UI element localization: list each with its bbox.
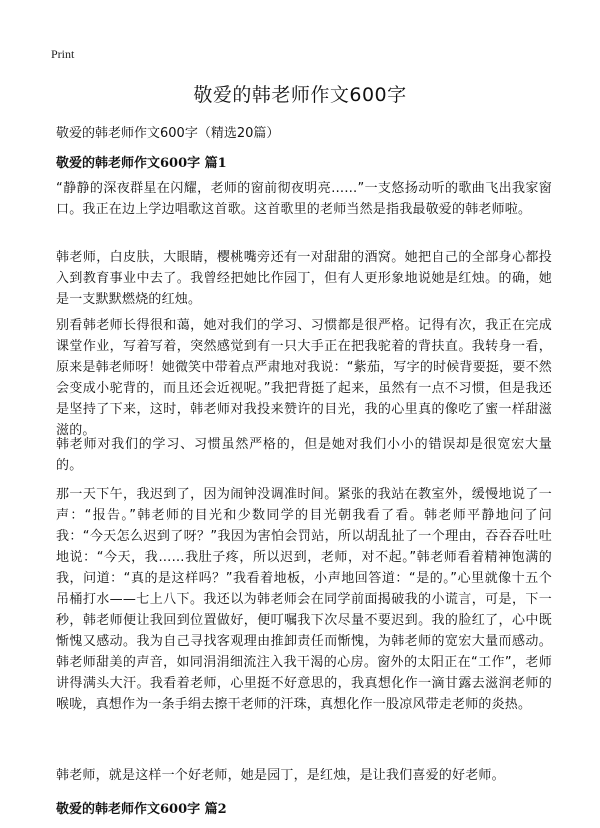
page-title: 敬爱的韩老师作文600字 — [193, 84, 407, 106]
paragraph-3: 别看韩老师长得很和蔼，她对我们的学习、习惯都是很严格。记得有次，我正在完成课堂作业，写着写着，突然感觉到有一只大手正在把我驼着的背扶直。我转身一看，原来是韩老师呀！她微笑中带着点严肃地对我说：“紫茄，写字的时候背要挺，要不然会变成小驼背的，而且还会近视呢。”我把背挺了起来，虽然有一点不习惯，但是我还是坚持了下来，这时，韩老师对我投来赞许的目光，我的心里真的像吃了蜜一样甜滋滋的。 — [56, 318, 552, 438]
paragraph-1: “静静的深夜群星在闪耀，老师的窗前彻夜明亮……”一支悠扬动听的歌曲飞出我家窗口。我正在边上学边唱歌这首歌。这首歌里的老师当然是指我最敬爱的韩老师啦。 — [56, 181, 552, 217]
paragraph-5: 那一天下午，我迟到了，因为闹钟没调准时间。紧张的我站在教室外，缓慢地说了一声：“报告。”韩老师的目光和少数同学的目光朝我看了看。韩老师平静地问了问我：“今天怎么迟到了呀？”我因为害怕会罚站，所以胡乱扯了一个理由，吞吞吞吐吐地说：“今天，我……我肚子疼，所以迟到，老师，对不起。”韩老师看着精神饱满的我，问道：“真的是这样吗？”我看着地板，小声地回答道：“是的。”心里就像十五个吊桶打水——七上八下。我还以为韩老师会在同学前面揭破我的小谎言，可是，下一秒，韩老师便让我回到位置做好，便叮嘱我下次尽量不要迟到。我的脸红了，心中既惭愧又感动。我为自己寻找客观理由推卸责任而惭愧，为韩老师的宽宏大量而感动。韩老师甜美的声音，如同涓涓细流注入我干渴的心房。窗外的太阳正在“工作”，老师讲得满头大汗。我看着老师，心里挺不好意思的，我真想化作一滴甘露去滋润老师的喉咙，真想作为一条手绢去擦干老师的汗珠，真想化作一股凉风带走老师的炎热。 — [56, 487, 552, 712]
paragraph-4: 韩老师对我们的学习、习惯虽然严格的，但是她对我们小小的错误却是很宽宏大量的。 — [56, 437, 552, 473]
paragraph-2: 韩老师，白皮肤，大眼睛，樱桃嘴旁还有一对甜甜的酒窝。她把自己的全部身心都投入到教育事业中去了。我曾经把她比作园丁，但有人更形象地说她是红烛。的确，她是一支默默燃烧的红烛。 — [56, 250, 552, 307]
print-link[interactable]: Print — [51, 47, 75, 61]
document-subtitle: 敬爱的韩老师作文600字（精选20篇） — [56, 126, 280, 141]
paragraph-6: 韩老师，就是这样一个好老师，她是园丁，是红烛，是让我们喜爱的好老师。 — [56, 768, 505, 783]
section-heading-2: 敬爱的韩老师作文600字 篇2 — [56, 802, 227, 817]
section-heading-1: 敬爱的韩老师作文600字 篇1 — [56, 156, 227, 171]
